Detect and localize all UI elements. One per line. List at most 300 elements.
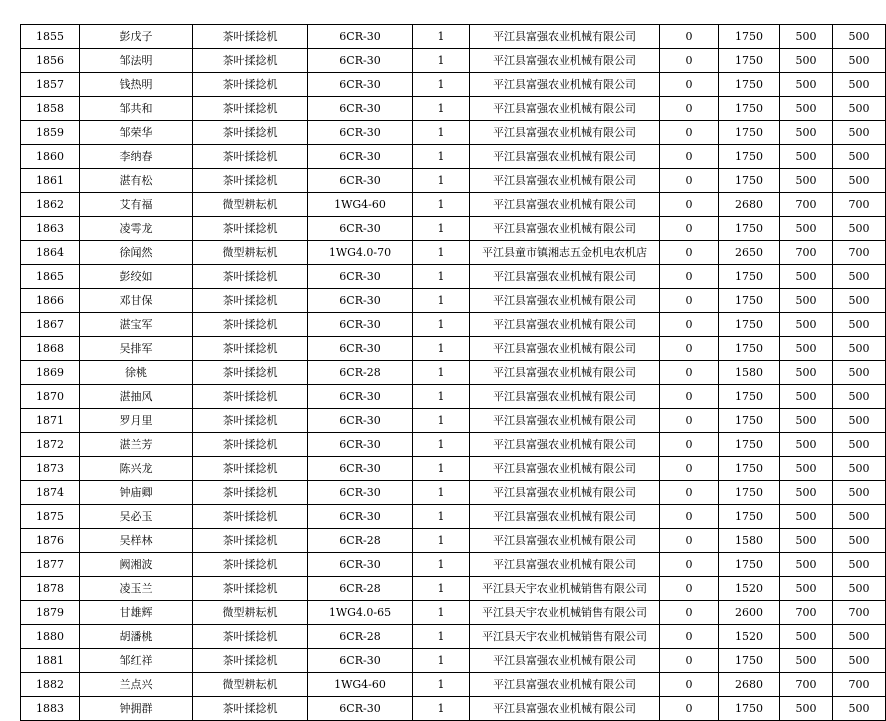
cell-total-subsidy: 500: [833, 529, 886, 553]
cell-model: 6CR-30: [308, 217, 413, 241]
cell-model: 6CR-30: [308, 25, 413, 49]
cell-company: 平江县富强农业机械有限公司: [470, 529, 660, 553]
cell-category: 茶叶揉捻机: [193, 49, 308, 73]
cell-company: 平江县富强农业机械有限公司: [470, 697, 660, 721]
cell-province-subsidy: 500: [780, 265, 833, 289]
cell-company: 平江县富强农业机械有限公司: [470, 433, 660, 457]
cell-category: 茶叶揉捻机: [193, 121, 308, 145]
cell-other: 0: [660, 697, 719, 721]
cell-model: 6CR-30: [308, 49, 413, 73]
cell-total-subsidy: 500: [833, 73, 886, 97]
cell-company: 平江县富强农业机械有限公司: [470, 505, 660, 529]
table-row: [21, 145, 886, 169]
cell-quantity: 1: [413, 673, 470, 697]
cell-central-subsidy: 1750: [719, 145, 780, 169]
cell-other: 0: [660, 73, 719, 97]
cell-province-subsidy: 500: [780, 73, 833, 97]
table-row: [21, 97, 886, 121]
cell-other: 0: [660, 625, 719, 649]
cell-id: 1868: [21, 337, 80, 361]
cell-total-subsidy: 500: [833, 217, 886, 241]
cell-quantity: 1: [413, 505, 470, 529]
cell-other: 0: [660, 457, 719, 481]
cell-model: 6CR-30: [308, 121, 413, 145]
table-row: [21, 265, 886, 289]
table-row: [21, 481, 886, 505]
cell-central-subsidy: 1580: [719, 529, 780, 553]
cell-other: 0: [660, 241, 719, 265]
cell-company: 平江县富强农业机械有限公司: [470, 649, 660, 673]
cell-company: 平江县富强农业机械有限公司: [470, 97, 660, 121]
cell-category: 茶叶揉捻机: [193, 337, 308, 361]
cell-company: 平江县富强农业机械有限公司: [470, 289, 660, 313]
cell-province-subsidy: 700: [780, 673, 833, 697]
cell-category: 茶叶揉捻机: [193, 217, 308, 241]
table-row: [21, 505, 886, 529]
cell-id: 1861: [21, 169, 80, 193]
cell-central-subsidy: 1750: [719, 505, 780, 529]
cell-id: 1880: [21, 625, 80, 649]
cell-other: 0: [660, 409, 719, 433]
cell-model: 6CR-28: [308, 529, 413, 553]
cell-name: 凌玉兰: [80, 577, 193, 601]
cell-model: 6CR-28: [308, 577, 413, 601]
cell-quantity: 1: [413, 649, 470, 673]
table-row: [21, 217, 886, 241]
cell-central-subsidy: 1520: [719, 625, 780, 649]
cell-category: 茶叶揉捻机: [193, 433, 308, 457]
cell-total-subsidy: 500: [833, 361, 886, 385]
cell-name: 吴排军: [80, 337, 193, 361]
cell-central-subsidy: 1750: [719, 553, 780, 577]
cell-company: 平江县富强农业机械有限公司: [470, 121, 660, 145]
cell-company: 平江县富强农业机械有限公司: [470, 673, 660, 697]
cell-other: 0: [660, 361, 719, 385]
cell-name: 吴必玉: [80, 505, 193, 529]
cell-quantity: 1: [413, 145, 470, 169]
cell-quantity: 1: [413, 529, 470, 553]
cell-category: 茶叶揉捻机: [193, 289, 308, 313]
table-row: [21, 241, 886, 265]
cell-id: 1858: [21, 97, 80, 121]
cell-central-subsidy: 1750: [719, 97, 780, 121]
cell-category: 茶叶揉捻机: [193, 649, 308, 673]
cell-category: 茶叶揉捻机: [193, 73, 308, 97]
cell-province-subsidy: 500: [780, 145, 833, 169]
cell-quantity: 1: [413, 385, 470, 409]
cell-province-subsidy: 500: [780, 169, 833, 193]
table-row: [21, 193, 886, 217]
cell-central-subsidy: 1750: [719, 73, 780, 97]
cell-quantity: 1: [413, 361, 470, 385]
cell-model: 6CR-30: [308, 553, 413, 577]
cell-name: 钱热明: [80, 73, 193, 97]
cell-total-subsidy: 700: [833, 601, 886, 625]
cell-central-subsidy: 2600: [719, 601, 780, 625]
cell-id: 1863: [21, 217, 80, 241]
cell-province-subsidy: 500: [780, 505, 833, 529]
cell-name: 湛兰芳: [80, 433, 193, 457]
cell-central-subsidy: 1750: [719, 409, 780, 433]
cell-other: 0: [660, 529, 719, 553]
cell-quantity: 1: [413, 169, 470, 193]
cell-model: 6CR-30: [308, 169, 413, 193]
cell-name: 邹法明: [80, 49, 193, 73]
cell-other: 0: [660, 193, 719, 217]
table-row: [21, 649, 886, 673]
cell-central-subsidy: 1750: [719, 385, 780, 409]
cell-id: 1881: [21, 649, 80, 673]
cell-total-subsidy: 500: [833, 49, 886, 73]
cell-company: 平江县富强农业机械有限公司: [470, 265, 660, 289]
cell-id: 1872: [21, 433, 80, 457]
cell-total-subsidy: 500: [833, 265, 886, 289]
table-row: [21, 697, 886, 721]
table-row: [21, 337, 886, 361]
cell-central-subsidy: 1750: [719, 289, 780, 313]
cell-model: 6CR-30: [308, 145, 413, 169]
cell-id: 1876: [21, 529, 80, 553]
cell-other: 0: [660, 553, 719, 577]
cell-total-subsidy: 500: [833, 625, 886, 649]
cell-quantity: 1: [413, 289, 470, 313]
cell-other: 0: [660, 97, 719, 121]
cell-company: 平江县富强农业机械有限公司: [470, 49, 660, 73]
cell-name: 兰点兴: [80, 673, 193, 697]
cell-central-subsidy: 2680: [719, 673, 780, 697]
subsidy-table: [20, 24, 886, 721]
cell-model: 6CR-30: [308, 481, 413, 505]
cell-category: 茶叶揉捻机: [193, 361, 308, 385]
table-row: [21, 169, 886, 193]
cell-category: 茶叶揉捻机: [193, 385, 308, 409]
cell-central-subsidy: 1750: [719, 217, 780, 241]
cell-company: 平江县富强农业机械有限公司: [470, 385, 660, 409]
cell-company: 平江县富强农业机械有限公司: [470, 337, 660, 361]
cell-province-subsidy: 500: [780, 553, 833, 577]
cell-other: 0: [660, 313, 719, 337]
cell-category: 微型耕耘机: [193, 241, 308, 265]
cell-central-subsidy: 1750: [719, 481, 780, 505]
cell-id: 1855: [21, 25, 80, 49]
cell-category: 茶叶揉捻机: [193, 457, 308, 481]
cell-model: 6CR-30: [308, 649, 413, 673]
cell-category: 茶叶揉捻机: [193, 481, 308, 505]
cell-category: 茶叶揉捻机: [193, 25, 308, 49]
table-row: [21, 25, 886, 49]
cell-other: 0: [660, 577, 719, 601]
cell-category: 茶叶揉捻机: [193, 577, 308, 601]
cell-other: 0: [660, 649, 719, 673]
cell-name: 吴样林: [80, 529, 193, 553]
cell-category: 微型耕耘机: [193, 601, 308, 625]
cell-central-subsidy: 1750: [719, 49, 780, 73]
cell-category: 微型耕耘机: [193, 193, 308, 217]
cell-model: 6CR-30: [308, 385, 413, 409]
cell-category: 茶叶揉捻机: [193, 265, 308, 289]
cell-other: 0: [660, 121, 719, 145]
table-row: [21, 625, 886, 649]
cell-total-subsidy: 500: [833, 121, 886, 145]
cell-province-subsidy: 500: [780, 457, 833, 481]
cell-name: 湛宝军: [80, 313, 193, 337]
cell-model: 6CR-30: [308, 457, 413, 481]
cell-other: 0: [660, 145, 719, 169]
cell-model: 6CR-30: [308, 289, 413, 313]
cell-company: 平江县富强农业机械有限公司: [470, 217, 660, 241]
cell-other: 0: [660, 481, 719, 505]
cell-total-subsidy: 500: [833, 505, 886, 529]
cell-name: 湛有松: [80, 169, 193, 193]
cell-model: 6CR-30: [308, 337, 413, 361]
cell-central-subsidy: 1750: [719, 433, 780, 457]
cell-model: 6CR-30: [308, 313, 413, 337]
cell-province-subsidy: 500: [780, 361, 833, 385]
cell-quantity: 1: [413, 697, 470, 721]
cell-name: 邹荣华: [80, 121, 193, 145]
cell-quantity: 1: [413, 241, 470, 265]
cell-province-subsidy: 500: [780, 121, 833, 145]
cell-name: 李纳春: [80, 145, 193, 169]
cell-name: 徐桃: [80, 361, 193, 385]
table-row: [21, 49, 886, 73]
cell-id: 1879: [21, 601, 80, 625]
cell-id: 1883: [21, 697, 80, 721]
cell-id: 1873: [21, 457, 80, 481]
cell-central-subsidy: 1520: [719, 577, 780, 601]
cell-quantity: 1: [413, 577, 470, 601]
cell-model: 6CR-28: [308, 625, 413, 649]
table-row: [21, 385, 886, 409]
cell-category: 茶叶揉捻机: [193, 625, 308, 649]
cell-central-subsidy: 2680: [719, 193, 780, 217]
cell-model: 6CR-30: [308, 409, 413, 433]
cell-name: 彭绞如: [80, 265, 193, 289]
cell-province-subsidy: 500: [780, 697, 833, 721]
cell-province-subsidy: 500: [780, 25, 833, 49]
cell-name: 陈兴龙: [80, 457, 193, 481]
cell-id: 1878: [21, 577, 80, 601]
table-row: [21, 409, 886, 433]
cell-other: 0: [660, 337, 719, 361]
cell-model: 1WG4.0-70: [308, 241, 413, 265]
table-row: [21, 673, 886, 697]
cell-name: 徐闻然: [80, 241, 193, 265]
cell-other: 0: [660, 49, 719, 73]
cell-name: 罗月里: [80, 409, 193, 433]
cell-category: 茶叶揉捻机: [193, 697, 308, 721]
cell-id: 1862: [21, 193, 80, 217]
cell-central-subsidy: 1750: [719, 313, 780, 337]
cell-province-subsidy: 500: [780, 409, 833, 433]
cell-total-subsidy: 500: [833, 337, 886, 361]
cell-central-subsidy: 1750: [719, 169, 780, 193]
cell-other: 0: [660, 265, 719, 289]
cell-quantity: 1: [413, 409, 470, 433]
cell-id: 1866: [21, 289, 80, 313]
cell-central-subsidy: 1750: [719, 337, 780, 361]
cell-quantity: 1: [413, 73, 470, 97]
cell-quantity: 1: [413, 217, 470, 241]
cell-company: 平江县富强农业机械有限公司: [470, 313, 660, 337]
cell-province-subsidy: 500: [780, 649, 833, 673]
cell-model: 1WG4-60: [308, 673, 413, 697]
cell-province-subsidy: 500: [780, 433, 833, 457]
cell-quantity: 1: [413, 625, 470, 649]
table-row: [21, 313, 886, 337]
cell-other: 0: [660, 169, 719, 193]
cell-model: 6CR-30: [308, 505, 413, 529]
cell-total-subsidy: 500: [833, 553, 886, 577]
cell-company: 平江县天宇农业机械销售有限公司: [470, 577, 660, 601]
cell-total-subsidy: 500: [833, 697, 886, 721]
cell-total-subsidy: 500: [833, 433, 886, 457]
cell-other: 0: [660, 433, 719, 457]
cell-company: 平江县富强农业机械有限公司: [470, 193, 660, 217]
table-row: [21, 577, 886, 601]
cell-quantity: 1: [413, 457, 470, 481]
cell-quantity: 1: [413, 121, 470, 145]
cell-company: 平江县富强农业机械有限公司: [470, 25, 660, 49]
cell-model: 6CR-30: [308, 73, 413, 97]
table-row: [21, 433, 886, 457]
cell-category: 茶叶揉捻机: [193, 169, 308, 193]
cell-quantity: 1: [413, 337, 470, 361]
cell-company: 平江县富强农业机械有限公司: [470, 169, 660, 193]
cell-category: 茶叶揉捻机: [193, 97, 308, 121]
cell-total-subsidy: 500: [833, 481, 886, 505]
cell-id: 1870: [21, 385, 80, 409]
cell-quantity: 1: [413, 433, 470, 457]
cell-id: 1856: [21, 49, 80, 73]
cell-other: 0: [660, 385, 719, 409]
cell-province-subsidy: 500: [780, 49, 833, 73]
cell-other: 0: [660, 673, 719, 697]
table-row: [21, 289, 886, 313]
cell-company: 平江县富强农业机械有限公司: [470, 361, 660, 385]
table-row: [21, 553, 886, 577]
cell-category: 茶叶揉捻机: [193, 409, 308, 433]
cell-province-subsidy: 700: [780, 241, 833, 265]
cell-quantity: 1: [413, 265, 470, 289]
cell-name: 艾有福: [80, 193, 193, 217]
cell-name: 凌雩龙: [80, 217, 193, 241]
cell-id: 1882: [21, 673, 80, 697]
cell-total-subsidy: 700: [833, 241, 886, 265]
cell-province-subsidy: 500: [780, 337, 833, 361]
cell-category: 茶叶揉捻机: [193, 505, 308, 529]
table-row: [21, 121, 886, 145]
cell-id: 1860: [21, 145, 80, 169]
cell-id: 1867: [21, 313, 80, 337]
cell-total-subsidy: 500: [833, 409, 886, 433]
cell-model: 6CR-30: [308, 697, 413, 721]
cell-total-subsidy: 500: [833, 577, 886, 601]
cell-company: 平江县富强农业机械有限公司: [470, 409, 660, 433]
cell-name: 邹红祥: [80, 649, 193, 673]
cell-company: 平江县富强农业机械有限公司: [470, 145, 660, 169]
cell-total-subsidy: 500: [833, 145, 886, 169]
cell-province-subsidy: 500: [780, 313, 833, 337]
cell-model: 6CR-28: [308, 361, 413, 385]
cell-province-subsidy: 500: [780, 577, 833, 601]
cell-id: 1869: [21, 361, 80, 385]
cell-name: 邓甘保: [80, 289, 193, 313]
cell-total-subsidy: 700: [833, 193, 886, 217]
cell-company: 平江县富强农业机械有限公司: [470, 553, 660, 577]
cell-id: 1871: [21, 409, 80, 433]
cell-central-subsidy: 1750: [719, 25, 780, 49]
cell-name: 胡潘桃: [80, 625, 193, 649]
cell-quantity: 1: [413, 553, 470, 577]
cell-id: 1877: [21, 553, 80, 577]
cell-other: 0: [660, 505, 719, 529]
cell-company: 平江县天宇农业机械销售有限公司: [470, 625, 660, 649]
cell-province-subsidy: 700: [780, 601, 833, 625]
cell-quantity: 1: [413, 97, 470, 121]
cell-model: 1WG4.0-65: [308, 601, 413, 625]
cell-name: 彭戊子: [80, 25, 193, 49]
table-row: [21, 529, 886, 553]
cell-other: 0: [660, 289, 719, 313]
cell-total-subsidy: 500: [833, 457, 886, 481]
cell-quantity: 1: [413, 49, 470, 73]
table-row: [21, 361, 886, 385]
cell-company: 平江县富强农业机械有限公司: [470, 481, 660, 505]
cell-quantity: 1: [413, 481, 470, 505]
cell-id: 1864: [21, 241, 80, 265]
cell-central-subsidy: 1580: [719, 361, 780, 385]
cell-name: 邹共和: [80, 97, 193, 121]
cell-central-subsidy: 1750: [719, 457, 780, 481]
cell-central-subsidy: 1750: [719, 121, 780, 145]
cell-company: 平江县天宇农业机械销售有限公司: [470, 601, 660, 625]
cell-category: 茶叶揉捻机: [193, 529, 308, 553]
cell-province-subsidy: 500: [780, 217, 833, 241]
cell-id: 1875: [21, 505, 80, 529]
cell-quantity: 1: [413, 601, 470, 625]
cell-other: 0: [660, 25, 719, 49]
cell-other: 0: [660, 601, 719, 625]
table-row: [21, 73, 886, 97]
cell-company: 平江县富强农业机械有限公司: [470, 457, 660, 481]
cell-total-subsidy: 500: [833, 97, 886, 121]
cell-total-subsidy: 500: [833, 25, 886, 49]
cell-name: 阙湘波: [80, 553, 193, 577]
cell-id: 1865: [21, 265, 80, 289]
cell-province-subsidy: 700: [780, 193, 833, 217]
table-body: [21, 25, 886, 721]
cell-category: 茶叶揉捻机: [193, 145, 308, 169]
cell-province-subsidy: 500: [780, 97, 833, 121]
cell-name: 钟庙卿: [80, 481, 193, 505]
cell-central-subsidy: 1750: [719, 649, 780, 673]
cell-quantity: 1: [413, 313, 470, 337]
cell-model: 6CR-30: [308, 265, 413, 289]
cell-province-subsidy: 500: [780, 625, 833, 649]
cell-total-subsidy: 500: [833, 289, 886, 313]
cell-id: 1857: [21, 73, 80, 97]
cell-province-subsidy: 500: [780, 385, 833, 409]
cell-category: 微型耕耘机: [193, 673, 308, 697]
cell-quantity: 1: [413, 25, 470, 49]
cell-id: 1874: [21, 481, 80, 505]
cell-province-subsidy: 500: [780, 529, 833, 553]
cell-id: 1859: [21, 121, 80, 145]
cell-quantity: 1: [413, 193, 470, 217]
cell-category: 茶叶揉捻机: [193, 313, 308, 337]
cell-name: 钟拥群: [80, 697, 193, 721]
